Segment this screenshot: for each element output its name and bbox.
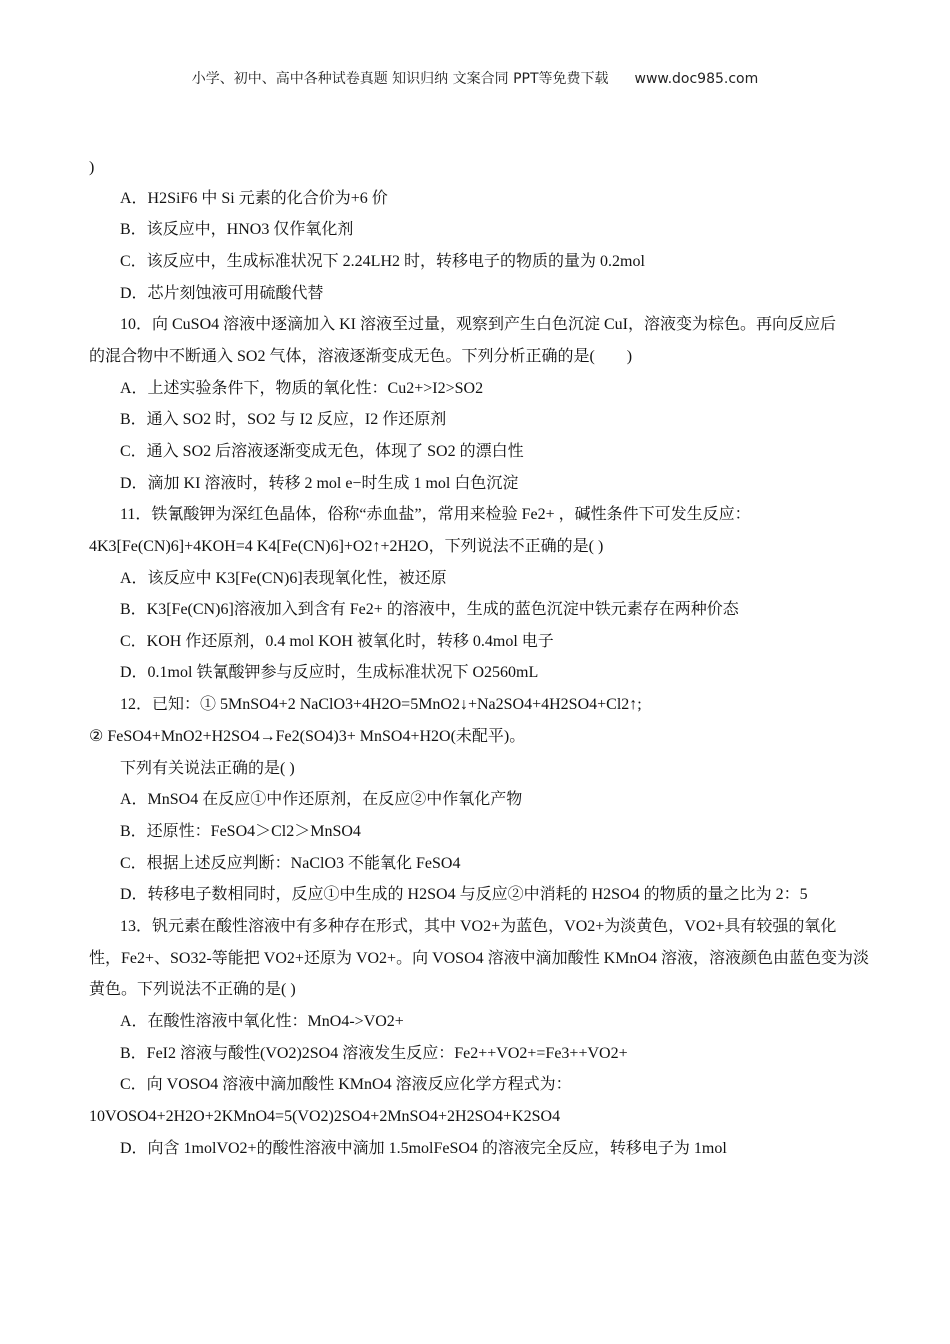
question-11: 11．铁氰酸钾为深红色晶体，俗称“赤血盐”，常用来检验 Fe2+ ，碱性条件下可发生反应： <box>120 506 751 523</box>
q13-option-c-equation: 10VOSO4+2H2O+2KMnO4=5(VO2)2SO4+2MnSO4+2H2SO4+K2SO4 <box>89 1108 561 1125</box>
q12-option-c: C．根据上述反应判断：NaClO3 不能氧化 FeSO4 <box>120 855 461 872</box>
q10-option-a: A．上述实验条件下，物质的氧化性：Cu2+>I2>SO2 <box>120 380 484 397</box>
q12-option-a: A．MnSO4 在反应①中作还原剂，在反应②中作氧化产物 <box>120 791 523 808</box>
question-10: 10．向 CuSO4 溶液中逐滴加入 KI 溶液至过量，观察到产生白色沉淀 CuI，溶液变为棕色。再向反应后 <box>120 316 837 333</box>
q10-option-c: C．通入 SO2 后溶液逐渐变成无色，体现了 SO2 的漂白性 <box>120 443 524 460</box>
q11-option-c: C．KOH 作还原剂，0.4 mol KOH 被氧化时，转移 0.4mol 电子 <box>120 633 554 650</box>
question-12-prompt: 下列有关说法正确的是( ) <box>120 760 295 777</box>
q13-option-a: A．在酸性溶液中氧化性：MnO4->VO2+ <box>120 1013 404 1030</box>
option-b: B．该反应中，HNO3 仅作氧化剂 <box>120 221 354 238</box>
header-text: 小学、初中、高中各种试卷真题 知识归纳 文案合同 PPT等免费下载 <box>191 71 609 87</box>
q10-option-b: B．通入 SO2 时，SO2 与 I2 反应，I2 作还原剂 <box>120 411 447 428</box>
page-header <box>0 68 950 88</box>
q13-option-c: C．向 VOSO4 溶液中滴加酸性 KMnO4 溶液反应化学方程式为： <box>120 1076 572 1093</box>
option-a: A．H2SiF6 中 Si 元素的化合价为+6 价 <box>120 190 388 207</box>
q11-option-b: B．K3[Fe(CN)6]溶液加入到含有 Fe2+ 的溶液中，生成的蓝色沉淀中铁元素存在两种价态 <box>120 601 739 618</box>
question-13: 13．钒元素在酸性溶液中有多种存在形式，其中 VO2+为蓝色，VO2+为淡黄色，VO2+具有较强的氧化 <box>120 918 837 935</box>
q12-option-d: D．转移电子数相同时，反应①中生成的 H2SO4 与反应②中消耗的 H2SO4 的物质的量之比为 2：5 <box>120 886 808 903</box>
question-13-cont-2: 黄色。下列说法不正确的是( ) <box>89 981 296 998</box>
paren-line: ) <box>89 159 95 176</box>
question-11-equation: 4K3[Fe(CN)6]+4KOH=4 K4[Fe(CN)6]+O2↑+2H2O，下列说法不正确的是( ) <box>89 538 604 555</box>
header-url: www.doc985.com <box>634 71 759 87</box>
question-10-cont: 的混合物中不断通入 SO2 气体，溶液逐渐变成无色。下列分析正确的是( ) <box>89 348 633 365</box>
q11-option-a: A．该反应中 K3[Fe(CN)6]表现氧化性，被还原 <box>120 570 447 587</box>
question-12: 12．已知：① 5MnSO4+2 NaClO3+4H2O=5MnO2↓+Na2SO4+4H2SO4+Cl2↑; <box>120 696 642 713</box>
q10-option-d: D．滴加 KI 溶液时，转移 2 mol e−时生成 1 mol 白色沉淀 <box>120 475 519 492</box>
q12-option-b: B．还原性：FeSO4＞Cl2＞MnSO4 <box>120 823 361 840</box>
question-12-reaction-2: ② FeSO4+MnO2+H2SO4→Fe2(SO4)3+ MnSO4+H2O(未配平)。 <box>89 728 526 745</box>
option-c: C．该反应中，生成标准状况下 2.24LH2 时，转移电子的物质的量为 0.2mol <box>120 253 645 270</box>
question-13-cont-1: 性，Fe2+、SO32-等能把 VO2+还原为 VO2+。向 VOSO4 溶液中滴加酸性 KMnO4 溶液，溶液颜色由蓝色变为淡 <box>89 950 869 967</box>
q11-option-d: D．0.1mol 铁氰酸钾参与反应时，生成标准状况下 O2560mL <box>120 664 539 681</box>
option-d: D．芯片刻蚀液可用硫酸代替 <box>120 285 324 302</box>
q13-option-d: D．向含 1molVO2+的酸性溶液中滴加 1.5molFeSO4 的溶液完全反应，转移电子为 1mol <box>120 1140 727 1157</box>
q13-option-b: B．FeI2 溶液与酸性(VO2)2SO4 溶液发生反应：Fe2++VO2+=Fe3++VO2+ <box>120 1045 628 1062</box>
